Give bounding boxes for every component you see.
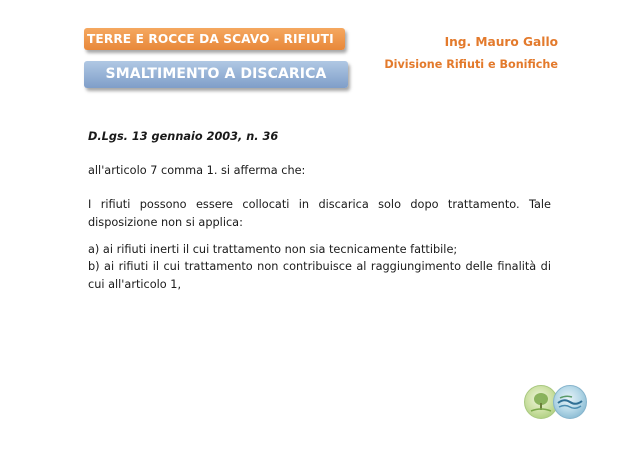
- division-name: Divisione Rifiuti e Bonifiche: [384, 58, 558, 71]
- water-landscape-logo-icon: [553, 385, 587, 419]
- law-reference: D.Lgs. 13 gennaio 2003, n. 36: [88, 130, 279, 143]
- list-item-a: a) ai rifiuti inerti il cui trattamento non sia tecnicamente fattibile;: [88, 243, 458, 256]
- topic-badge: TERRE E ROCCE DA SCAVO - RIFIUTI: [84, 28, 345, 50]
- section-badge: SMALTIMENTO A DISCARICA: [84, 61, 348, 88]
- intro-text: all'articolo 7 comma 1. si afferma che:: [88, 164, 306, 177]
- author-name: Ing. Mauro Gallo: [444, 35, 558, 49]
- list-item-b: b) ai rifiuti il cui trattamento non contribuisce al raggiungimento delle finalità di cui all'articolo 1,: [88, 260, 551, 291]
- main-paragraph: I rifiuti possono essere collocati in discarica solo dopo trattamento. Tale disposizione non si applica:: [88, 198, 551, 229]
